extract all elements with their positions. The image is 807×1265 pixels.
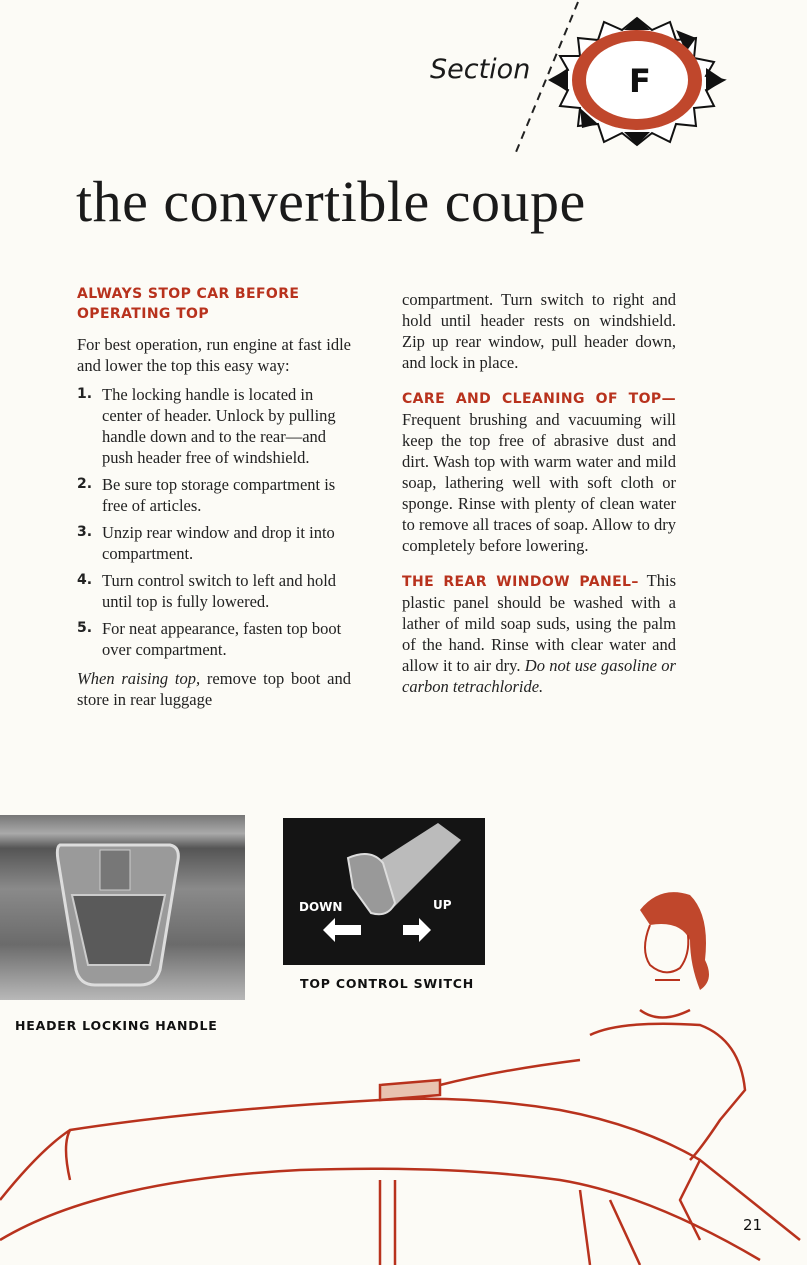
step-text: The locking handle is located in center of header. Unlock by pulling handle down and to the rear—and push header free of windshield. — [102, 385, 336, 467]
switch-caption: TOP CONTROL SWITCH — [300, 976, 475, 991]
down-label: DOWN — [299, 900, 343, 914]
care-paragraph — [402, 387, 676, 556]
left-column — [77, 284, 351, 718]
step-number: 5. — [77, 620, 93, 636]
intro-paragraph: For best operation, run engine at fast idle and lower the top this easy way: — [77, 335, 351, 375]
rear-window-paragraph — [402, 570, 676, 697]
right-column — [402, 289, 676, 705]
step-text: Turn control switch to left and hold until top is fully lowered. — [102, 571, 337, 611]
section-letter: F — [629, 62, 651, 100]
raising-text: remove top boot and store in rear luggage — [77, 669, 351, 709]
stop-car-heading: ALWAYS STOP CAR BEFORE OPERATING TOP — [77, 286, 300, 322]
step-item — [77, 384, 351, 468]
step-item — [77, 570, 351, 612]
page-title: the convertible coupe — [76, 169, 586, 234]
raising-paragraph — [77, 668, 351, 710]
step-number: 1. — [77, 386, 93, 402]
continuation-paragraph: compartment. Turn switch to right and hold until header rests on windshield. Zip up rear window, pull header down, and lock in place. — [402, 290, 676, 372]
rear-window-heading: THE REAR WINDOW PANEL– — [402, 574, 639, 590]
care-text: Frequent brushing and vacuuming will keep the top free of abrasive dust and dirt. Wash top with warm water and mild soap, lathering well with soft cloth or sponge. Rinse with plenty of clean water to remove all traces of soap. Allow to dry completely before lowering. — [402, 410, 676, 555]
step-number: 2. — [77, 476, 93, 492]
step-item — [77, 618, 351, 660]
step-text: Unzip rear window and drop it into compartment. — [102, 523, 335, 563]
section-label: Section — [430, 54, 531, 85]
step-text: For neat appearance, fasten top boot over compartment. — [102, 619, 342, 659]
step-item — [77, 474, 351, 516]
raising-italic: When raising top, — [77, 669, 201, 688]
step-number: 3. — [77, 524, 93, 540]
care-heading: CARE AND CLEANING OF TOP— — [402, 391, 676, 407]
rear-window-warning: Do not use gasoline or carbon tetrachloride. — [402, 656, 676, 696]
rear-window-text: This plastic panel should be washed with a lather of mild soap suds, using the palm of the hand. Rinse with clear water and allow it to air dry. — [402, 571, 676, 675]
page-number: 21 — [743, 1216, 763, 1234]
handle-caption: HEADER LOCKING HANDLE — [15, 1018, 218, 1033]
section-badge — [500, 0, 740, 160]
step-text: Be sure top storage compartment is free of articles. — [102, 475, 336, 515]
step-item — [77, 522, 351, 564]
steps-list — [77, 384, 351, 660]
woman-cleaning-car-illustration — [0, 860, 807, 1265]
step-number: 4. — [77, 572, 93, 588]
up-label: UP — [433, 898, 452, 912]
hair — [640, 892, 709, 990]
